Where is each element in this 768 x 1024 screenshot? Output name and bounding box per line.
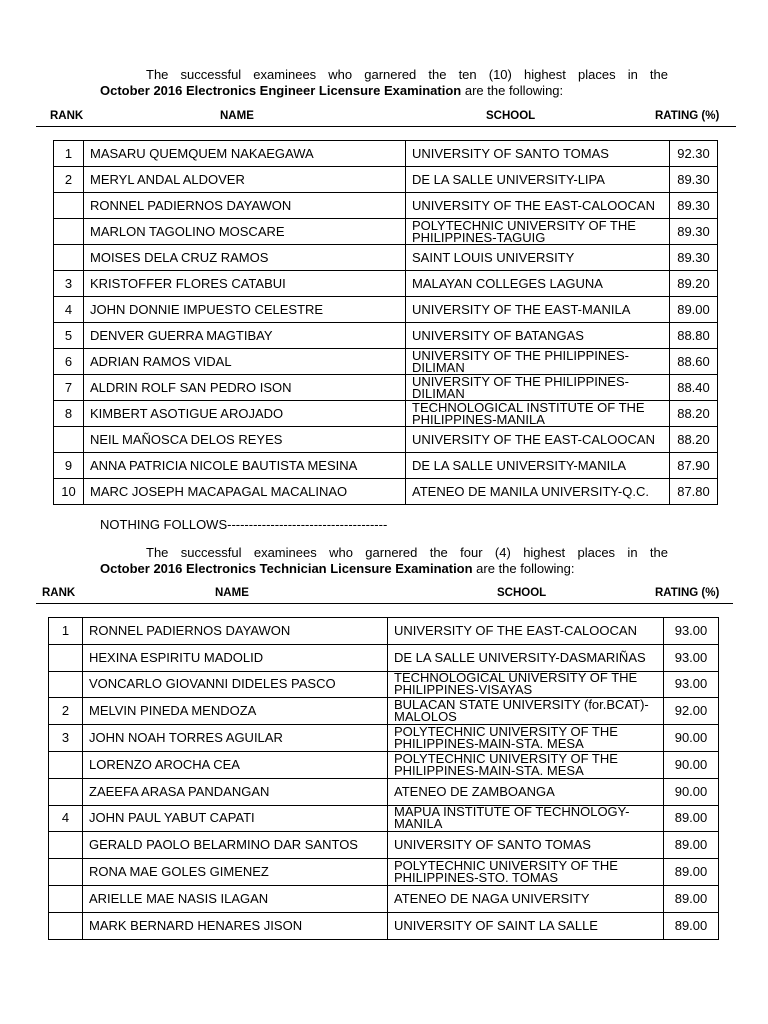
school-cell: UNIVERSITY OF THE PHILIPPINES-DILIMAN (406, 375, 670, 401)
name-cell: DENVER GUERRA MAGTIBAY (84, 323, 406, 349)
table-row (54, 219, 718, 245)
rank-cell: 8 (54, 401, 84, 427)
rank-cell (49, 671, 83, 698)
name-cell: LORENZO AROCHA CEA (83, 751, 388, 778)
rating-cell: 89.00 (664, 885, 719, 912)
table-row (49, 832, 719, 859)
school-cell: POLYTECHNIC UNIVERSITY OF THE PHILIPPINES-MAIN-STA. MESA (388, 751, 664, 778)
rating-cell: 89.20 (670, 271, 718, 297)
rating-cell: 93.00 (664, 644, 719, 671)
rating-cell: 89.30 (670, 245, 718, 271)
rating-cell: 93.00 (664, 618, 719, 645)
name-cell: MARLON TAGOLINO MOSCARE (84, 219, 406, 245)
name-cell: MASARU QUEMQUEM NAKAEGAWA (84, 141, 406, 167)
rank-cell: 6 (54, 349, 84, 375)
table-row (49, 805, 719, 832)
rank-cell: 1 (49, 618, 83, 645)
engineer-results-table (53, 140, 718, 505)
rank-cell (49, 751, 83, 778)
school-cell: DE LA SALLE UNIVERSITY-DASMARIÑAS (388, 644, 664, 671)
name-cell: MELVIN PINEDA MENDOZA (83, 698, 388, 725)
school-cell: SAINT LOUIS UNIVERSITY (406, 245, 670, 271)
rating-cell: 89.30 (670, 167, 718, 193)
table-row (54, 167, 718, 193)
rank-cell: 2 (54, 167, 84, 193)
table-row (49, 644, 719, 671)
technician-intro (100, 545, 668, 577)
engineer-header-rank: RANK (50, 110, 84, 122)
rank-cell: 1 (54, 141, 84, 167)
school-cell: UNIVERSITY OF THE EAST-CALOOCAN (388, 618, 664, 645)
table-row (49, 778, 719, 805)
name-cell: ANNA PATRICIA NICOLE BAUTISTA MESINA (84, 453, 406, 479)
school-cell: DE LA SALLE UNIVERSITY-MANILA (406, 453, 670, 479)
rank-cell (49, 778, 83, 805)
rank-cell: 5 (54, 323, 84, 349)
name-cell: MARK BERNARD HENARES JISON (83, 912, 388, 939)
name-cell: ARIELLE MAE NASIS ILAGAN (83, 885, 388, 912)
rating-cell: 92.00 (664, 698, 719, 725)
technician-exam-name: October 2016 Electronics Technician Licensure Examination (100, 561, 473, 576)
school-cell: MAPUA INSTITUTE OF TECHNOLOGY-MANILA (388, 805, 664, 832)
table-row (54, 427, 718, 453)
table-row (54, 193, 718, 219)
table-row (49, 885, 719, 912)
name-cell: KRISTOFFER FLORES CATABUI (84, 271, 406, 297)
rating-cell: 88.20 (670, 401, 718, 427)
engineer-header-name: NAME (220, 110, 254, 122)
table-row (54, 479, 718, 505)
school-cell: ATENEO DE ZAMBOANGA (388, 778, 664, 805)
table-row (54, 401, 718, 427)
table-row (54, 245, 718, 271)
school-cell: UNIVERSITY OF THE EAST-MANILA (406, 297, 670, 323)
name-cell: JOHN PAUL YABUT CAPATI (83, 805, 388, 832)
rank-cell (49, 885, 83, 912)
school-cell: MALAYAN COLLEGES LAGUNA (406, 271, 670, 297)
table-row (49, 859, 719, 886)
school-cell: UNIVERSITY OF THE EAST-CALOOCAN (406, 193, 670, 219)
rank-cell (49, 832, 83, 859)
school-cell: TECHNOLOGICAL INSTITUTE OF THE PHILIPPINES-MANILA (406, 401, 670, 427)
name-cell: GERALD PAOLO BELARMINO DAR SANTOS (83, 832, 388, 859)
table-row (54, 349, 718, 375)
table-row (49, 725, 719, 752)
table-row (49, 618, 719, 645)
rating-cell: 89.30 (670, 219, 718, 245)
rating-cell: 89.00 (664, 859, 719, 886)
rank-cell (54, 193, 84, 219)
table-row (54, 297, 718, 323)
technician-header-school: SCHOOL (497, 587, 547, 599)
rank-cell (54, 219, 84, 245)
nothing-follows: NOTHING FOLLOWS------------------------------------- (100, 517, 388, 532)
engineer-header-rule (36, 126, 736, 127)
technician-intro-line2 (100, 561, 668, 577)
name-cell: RONNEL PADIERNOS DAYAWON (83, 618, 388, 645)
school-cell: UNIVERSITY OF THE EAST-CALOOCAN (406, 427, 670, 453)
engineer-intro-suffix: are the following: (461, 83, 564, 98)
name-cell: ZAEEFA ARASA PANDANGAN (83, 778, 388, 805)
engineer-intro-line2 (100, 83, 668, 99)
school-cell: TECHNOLOGICAL UNIVERSITY OF THE PHILIPPINES-VISAYAS (388, 671, 664, 698)
rank-cell: 4 (54, 297, 84, 323)
rating-cell: 88.40 (670, 375, 718, 401)
school-cell: BULACAN STATE UNIVERSITY (for.BCAT)-MALOLOS (388, 698, 664, 725)
engineer-intro-line1: The successful examinees who garnered the ten (10) highest places in the (146, 67, 668, 82)
school-cell: ATENEO DE NAGA UNIVERSITY (388, 885, 664, 912)
rating-cell: 87.80 (670, 479, 718, 505)
rating-cell: 90.00 (664, 751, 719, 778)
name-cell: MERYL ANDAL ALDOVER (84, 167, 406, 193)
technician-header-rule (36, 603, 733, 604)
name-cell: RONNEL PADIERNOS DAYAWON (84, 193, 406, 219)
school-cell: POLYTECHNIC UNIVERSITY OF THE PHILIPPINES-MAIN-STA. MESA (388, 725, 664, 752)
school-cell: ATENEO DE MANILA UNIVERSITY-Q.C. (406, 479, 670, 505)
engineer-header-rating: RATING (%) (655, 110, 720, 122)
school-cell: UNIVERSITY OF SANTO TOMAS (406, 141, 670, 167)
rank-cell (54, 427, 84, 453)
table-row (54, 375, 718, 401)
table-row (54, 453, 718, 479)
engineer-header-school: SCHOOL (486, 110, 536, 122)
table-row (49, 671, 719, 698)
school-cell: UNIVERSITY OF THE PHILIPPINES-DILIMAN (406, 349, 670, 375)
rating-cell: 89.00 (664, 832, 719, 859)
name-cell: VONCARLO GIOVANNI DIDELES PASCO (83, 671, 388, 698)
rank-cell (54, 245, 84, 271)
technician-intro-line1: The successful examinees who garnered the four (4) highest places in the (146, 545, 668, 560)
table-row (54, 323, 718, 349)
rank-cell: 10 (54, 479, 84, 505)
rating-cell: 88.60 (670, 349, 718, 375)
table-row (54, 271, 718, 297)
name-cell: JOHN NOAH TORRES AGUILAR (83, 725, 388, 752)
name-cell: NEIL MAÑOSCA DELOS REYES (84, 427, 406, 453)
school-cell: UNIVERSITY OF SANTO TOMAS (388, 832, 664, 859)
name-cell: RONA MAE GOLES GIMENEZ (83, 859, 388, 886)
rating-cell: 88.20 (670, 427, 718, 453)
school-cell: UNIVERSITY OF SAINT LA SALLE (388, 912, 664, 939)
rating-cell: 89.30 (670, 193, 718, 219)
rank-cell (49, 912, 83, 939)
rating-cell: 93.00 (664, 671, 719, 698)
school-cell: POLYTECHNIC UNIVERSITY OF THE PHILIPPINES-TAGUIG (406, 219, 670, 245)
technician-header-name: NAME (215, 587, 249, 599)
rank-cell: 3 (54, 271, 84, 297)
name-cell: KIMBERT ASOTIGUE AROJADO (84, 401, 406, 427)
rank-cell (49, 859, 83, 886)
engineer-intro (100, 67, 668, 99)
technician-results-table (48, 617, 719, 940)
technician-header-rank: RANK (42, 587, 76, 599)
rating-cell: 89.00 (664, 805, 719, 832)
rating-cell: 92.30 (670, 141, 718, 167)
school-cell: POLYTECHNIC UNIVERSITY OF THE PHILIPPINES-STO. TOMAS (388, 859, 664, 886)
technician-intro-suffix: are the following: (472, 561, 575, 576)
rating-cell: 90.00 (664, 778, 719, 805)
rank-cell: 3 (49, 725, 83, 752)
rating-cell: 89.00 (670, 297, 718, 323)
school-cell: DE LA SALLE UNIVERSITY-LIPA (406, 167, 670, 193)
name-cell: ALDRIN ROLF SAN PEDRO ISON (84, 375, 406, 401)
rating-cell: 90.00 (664, 725, 719, 752)
rating-cell: 89.00 (664, 912, 719, 939)
name-cell: JOHN DONNIE IMPUESTO CELESTRE (84, 297, 406, 323)
name-cell: ADRIAN RAMOS VIDAL (84, 349, 406, 375)
rating-cell: 87.90 (670, 453, 718, 479)
name-cell: MARC JOSEPH MACAPAGAL MACALINAO (84, 479, 406, 505)
rank-cell: 4 (49, 805, 83, 832)
engineer-column-headers (0, 110, 768, 126)
name-cell: HEXINA ESPIRITU MADOLID (83, 644, 388, 671)
rank-cell (49, 644, 83, 671)
table-row (54, 141, 718, 167)
rank-cell: 2 (49, 698, 83, 725)
table-row (49, 698, 719, 725)
table-row (49, 912, 719, 939)
rank-cell: 9 (54, 453, 84, 479)
school-cell: UNIVERSITY OF BATANGAS (406, 323, 670, 349)
engineer-exam-name: October 2016 Electronics Engineer Licensure Examination (100, 83, 462, 98)
technician-header-rating: RATING (%) (655, 587, 720, 599)
rating-cell: 88.80 (670, 323, 718, 349)
name-cell: MOISES DELA CRUZ RAMOS (84, 245, 406, 271)
table-row (49, 751, 719, 778)
technician-column-headers (0, 587, 768, 603)
rank-cell: 7 (54, 375, 84, 401)
